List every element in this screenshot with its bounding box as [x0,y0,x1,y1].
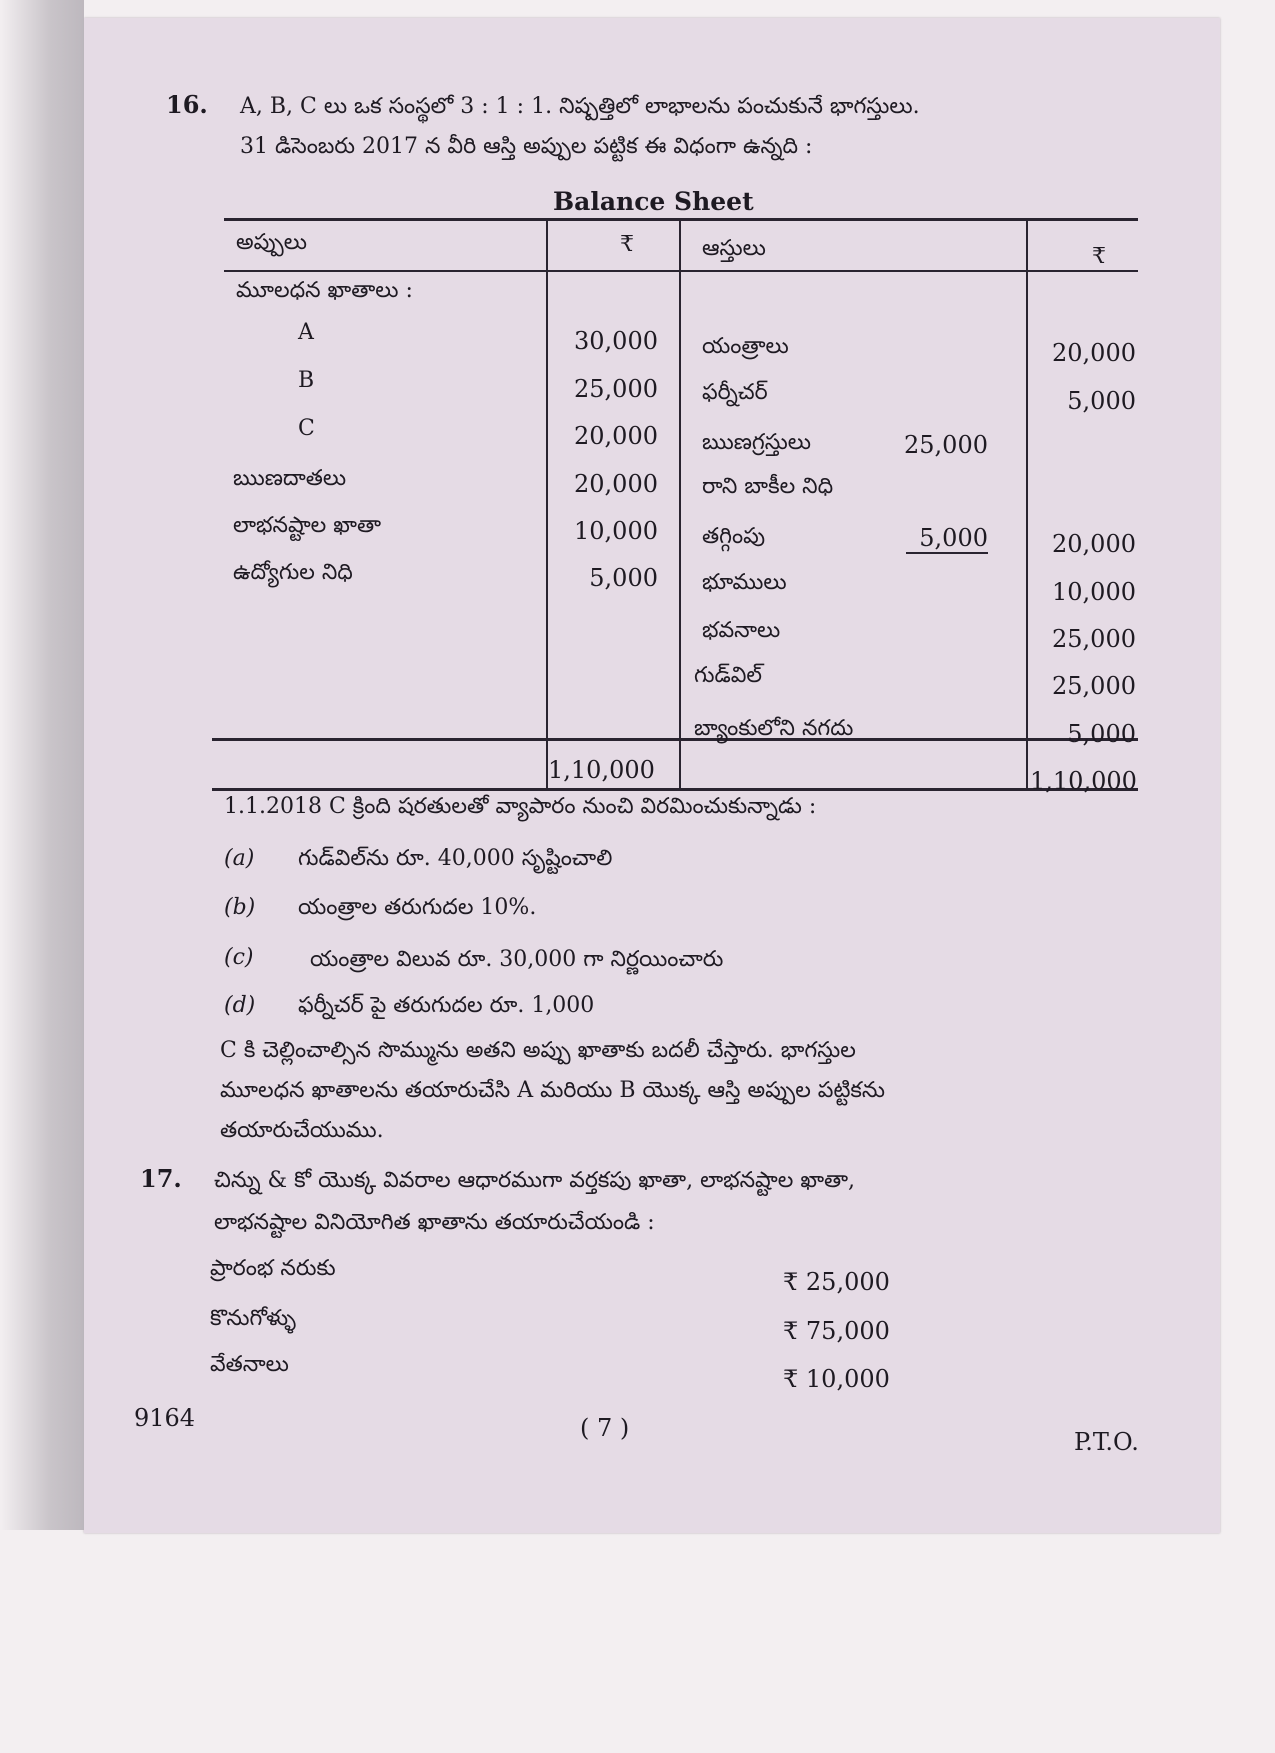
asset-label: ఫర్నీచర్ [702,380,768,405]
condition-mark: (a) [224,846,255,871]
asset-label: తగ్గింపు [702,524,766,549]
liability-value: 30,000 [574,327,658,355]
asset-value: 25,000 [1052,625,1136,653]
header-assets: ఆస్తులు [702,236,766,261]
item-value: ₹ 75,000 [783,1317,890,1345]
asset-value: 5,000 [1067,387,1136,415]
condition-text: గుడ్‌విల్‌ను రూ. 40,000 సృష్టించాలి [298,846,613,871]
asset-label: గుడ్‌విల్ [694,663,762,688]
liability-label: ఋణదాతలు [233,466,347,491]
liability-value: 20,000 [574,422,658,450]
liability-label: ఉద్యోగుల నిధి [233,560,353,585]
header-rupee: ₹ [1092,244,1106,269]
condition-text: యంత్రాల విలువ రూ. 30,000 గా నిర్ణయించారు [310,947,724,972]
question-number: 16. [166,90,208,119]
asset-label: బ్యాంకులోని నగదు [694,716,854,741]
scan-edge [0,0,84,1530]
page-number: ( 7 ) [580,1414,630,1442]
liability-label: మూలధన ఖాతాలు : [236,278,413,303]
asset-label: భూములు [702,570,787,595]
asset-inner-value: 25,000 [904,431,988,459]
asset-value: 20,000 [1052,339,1136,367]
liability-value: 10,000 [574,517,658,545]
liability-label: C [298,416,315,441]
pto-label: P.T.O. [1074,1428,1139,1456]
liability-label: లాభనష్టాల ఖాతా [233,513,381,538]
question-text: A, B, C లు ఒక సంస్థలో 3 : 1 : 1. నిష్పత్తిలో లాభాలను పంచుకునే భాగస్తులు. [240,94,920,119]
question-number: 17. [140,1164,182,1193]
paper-code: 9164 [134,1404,196,1432]
condition-mark: (d) [224,993,256,1018]
total-liabilities: 1,10,000 [548,756,655,784]
question-text: 31 డిసెంబరు 2017 న వీరి ఆస్తి అప్పుల పట్టిక ఈ విధంగా ఉన్నది : [240,134,813,159]
asset-value: 25,000 [1052,672,1136,700]
retirement-intro: 1.1.2018 C క్రింది షరతులతో వ్యాపారం నుంచి విరమించుకున్నాడు : [224,794,817,819]
liability-label: B [298,368,315,393]
item-label: వేతనాలు [210,1352,289,1377]
asset-value: 20,000 [1052,530,1136,558]
question-text: లాభనష్టాల వినియోగిత ఖాతాను తయారుచేయండి : [214,1210,655,1235]
asset-label: యంత్రాలు [702,334,789,359]
asset-value: 10,000 [1052,578,1136,606]
instruction-text: C కి చెల్లించాల్సిన సొమ్మును అతని అప్పు ఖాతాకు బదలీ చేస్తారు. భాగస్తుల [220,1038,856,1063]
asset-label: భవనాలు [702,618,781,643]
asset-label: రాని బాకీల నిధి [702,474,834,499]
item-value: ₹ 10,000 [783,1365,890,1393]
table-title: Balance Sheet [553,187,754,216]
item-value: ₹ 25,000 [783,1268,890,1296]
total-assets: 1,10,000 [1030,767,1137,795]
liability-value: 25,000 [574,375,658,403]
condition-text: యంత్రాల తరుగుదల 10%. [298,895,537,920]
header-rupee: ₹ [620,232,634,257]
condition-text: ఫర్నీచర్ పై తరుగుదల రూ. 1,000 [298,993,595,1018]
liability-value: 20,000 [574,470,658,498]
instruction-text: మూలధన ఖాతాలను తయారుచేసి A మరియు B యొక్క ఆస్తి అప్పుల పట్టికను [220,1078,885,1103]
asset-value: 5,000 [1067,720,1136,748]
asset-inner-value: 5,000 [906,524,988,554]
item-label: ప్రారంభ నరుకు [210,1256,336,1281]
header-liabilities: అప్పులు [236,230,307,255]
item-label: కొనుగోళ్ళు [210,1306,297,1331]
asset-label: ఋణగ్రస్తులు [702,430,811,455]
instruction-text: తయారుచేయుము. [220,1118,384,1143]
condition-mark: (c) [224,945,254,970]
liability-label: A [298,320,314,345]
question-text: చిన్ను & కో యొక్క వివరాల ఆధారముగా వర్తకపు ఖాతా, లాభనష్టాల ఖాతా, [214,1168,856,1193]
condition-mark: (b) [224,895,256,920]
liability-value: 5,000 [589,564,658,592]
